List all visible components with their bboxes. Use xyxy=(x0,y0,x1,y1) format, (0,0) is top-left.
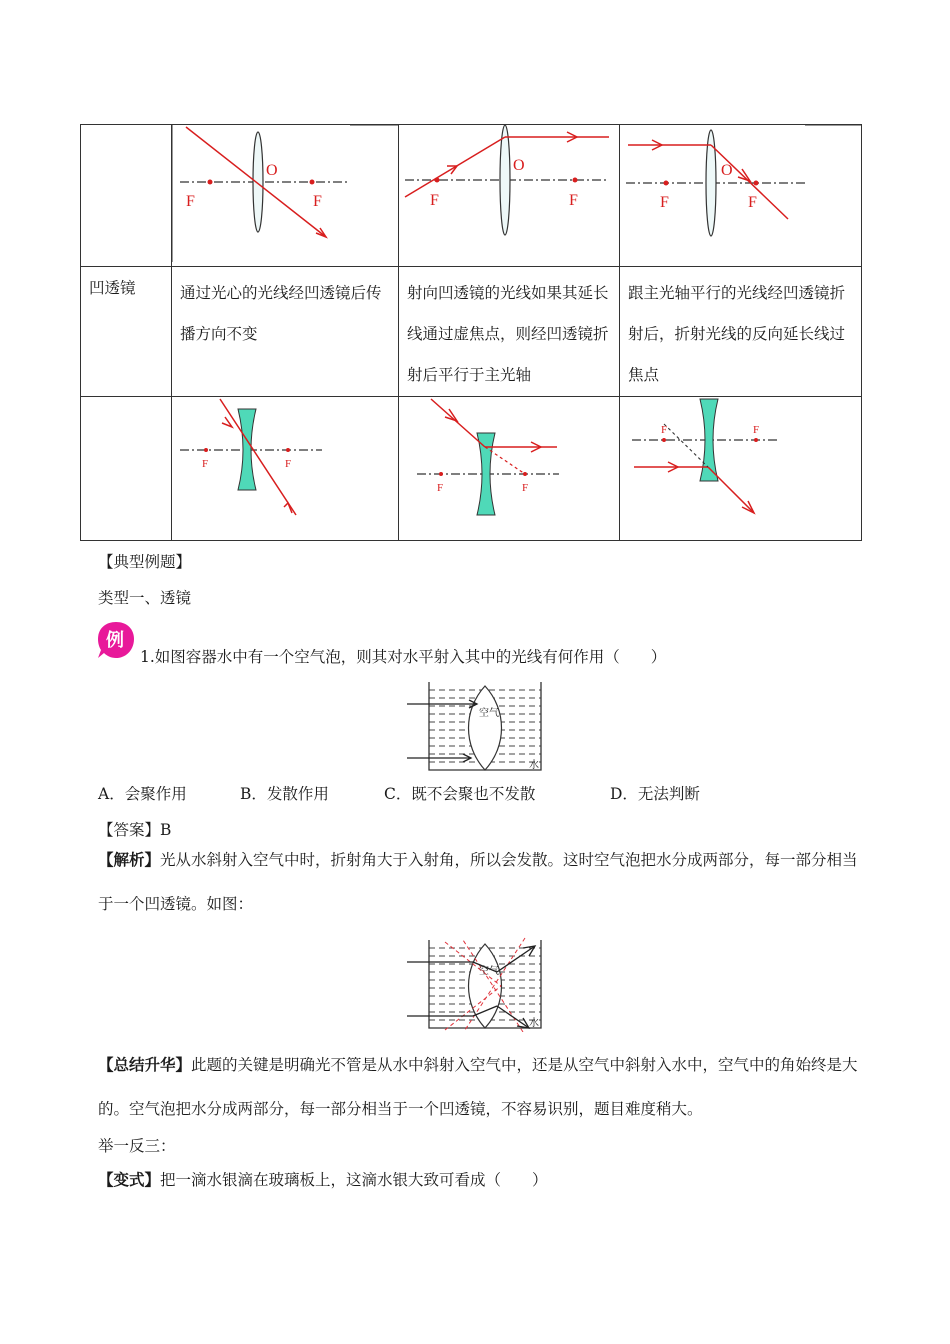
convex-diagram-through-focus xyxy=(399,125,620,267)
summary-text: 此题的关键是明确光不管是从水中斜射入空气中，还是从空气中斜射入水中，空气中的角始终是大的。空气泡把水分成两部分，每一部分相当于一个凹透镜，不容易识别，题目难度稍大。 xyxy=(98,1056,858,1118)
focus-label: F xyxy=(522,482,529,494)
focus-label: F xyxy=(437,482,444,494)
concave-lens-label: 凹透镜 xyxy=(89,279,136,297)
focus-label: F xyxy=(202,458,209,470)
lens-rules-table xyxy=(80,124,862,541)
water-label: 水 xyxy=(529,760,539,771)
variant-line xyxy=(98,1168,548,1190)
concave-diagram-parallel xyxy=(620,397,862,541)
concave-rule-parallel: 跟主光轴平行的光线经凹透镜折射后，折射光线的反向延长线过焦点 xyxy=(628,284,846,384)
analysis-paragraph xyxy=(98,838,858,926)
analysis-tag: 【解析】 xyxy=(98,850,161,869)
concave-rule-virtual-focus: 射向凹透镜的光线如果其延长线通过虚焦点，则经凹透镜折射后平行于主光轴 xyxy=(407,284,609,384)
option-a: A．会聚作用 xyxy=(98,785,187,803)
air-bubble-refraction-figure xyxy=(405,936,547,1032)
center-label: O xyxy=(721,162,733,179)
concave-rule-center: 通过光心的光线经凹透镜后传播方向不变 xyxy=(180,284,382,343)
option-d: D．无法判断 xyxy=(610,785,700,803)
example-badge-label: 例 xyxy=(106,630,124,650)
analysis-text: 光从水斜射入空气中时，折射角大于入射角，所以会发散。这时空气泡把水分成两部分，每一部分相当于一个凹透镜。如图： xyxy=(98,851,858,913)
section-title: 【典型例题】 xyxy=(98,553,192,571)
option-c: C．既不会聚也不发散 xyxy=(384,785,536,803)
focus-label: F xyxy=(748,194,757,211)
focus-label: F xyxy=(186,193,195,210)
focus-label: F xyxy=(660,194,669,211)
concave-center-ray-diagram xyxy=(172,397,398,536)
focus-label: F xyxy=(430,192,439,209)
practice-title: 举一反三： xyxy=(98,1137,176,1155)
center-label: O xyxy=(513,157,525,174)
option-b: B．发散作用 xyxy=(240,785,329,803)
water-label: 水 xyxy=(529,1018,539,1029)
concave-virtual-focus-ray-diagram xyxy=(399,397,619,536)
table-cell-empty xyxy=(81,125,172,267)
focus-label: F xyxy=(285,458,292,470)
summary-tag: 【总结升华】 xyxy=(98,1055,192,1074)
variant-tag: 【变式】 xyxy=(98,1170,161,1189)
question-text: 1.如图容器水中有一个空气泡，则其对水平射入其中的光线有何作用（ ） xyxy=(140,648,667,666)
air-label: 空气 xyxy=(479,966,499,977)
row-label-cell xyxy=(81,267,172,397)
concave-diagram-center xyxy=(172,397,399,541)
air-label: 空气 xyxy=(479,708,499,719)
center-label: O xyxy=(266,162,278,179)
answer-line: 【答案】B xyxy=(98,821,172,839)
concave-parallel-ray-diagram xyxy=(620,397,861,536)
focus-label: F xyxy=(753,424,760,436)
focus-label: F xyxy=(313,193,322,210)
concave-diagram-virtual-focus xyxy=(399,397,620,541)
focus-label: F xyxy=(569,192,578,209)
example-badge-icon xyxy=(97,620,135,660)
variant-text: 把一滴水银滴在玻璃板上，这滴水银大致可看成（ ） xyxy=(160,1171,548,1189)
air-bubble-figure xyxy=(405,680,547,772)
summary-paragraph xyxy=(98,1043,858,1131)
convex-diagram-center xyxy=(172,125,399,267)
focus-label: F xyxy=(661,424,668,436)
convex-diagram-parallel xyxy=(620,125,862,267)
convex-center-ray-diagram xyxy=(172,125,398,262)
type-title: 类型一、透镜 xyxy=(98,589,192,607)
convex-parallel-ray-diagram xyxy=(620,125,861,262)
convex-focus-ray-diagram xyxy=(399,125,619,262)
